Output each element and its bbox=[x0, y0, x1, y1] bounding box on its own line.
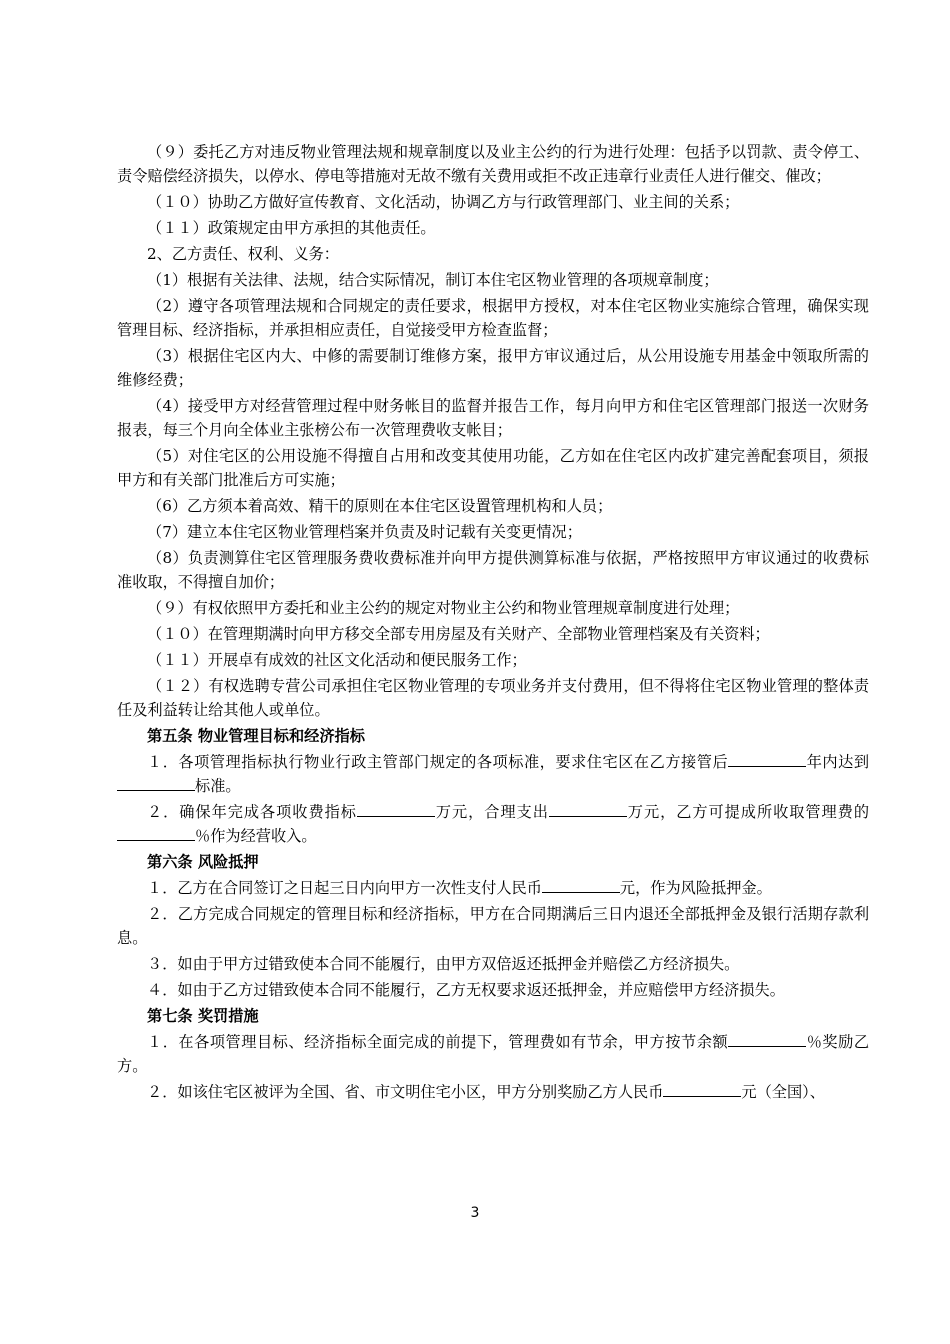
article-5-item-1-text-b: 年内达到 bbox=[806, 753, 870, 771]
article-7-title: 第七条 奖罚措施 bbox=[147, 1007, 259, 1025]
article-5-item-2 bbox=[117, 800, 869, 848]
article-7-item-1 bbox=[117, 1030, 869, 1078]
duty-item-8: （8）负责测算住宅区管理服务费收费标准并向甲方提供测算标准与依据，严格按照甲方审议通过的收费标准收取，不得擅自加价； bbox=[117, 549, 869, 591]
paragraph-10: （１０）协助乙方做好宣传教育、文化活动，协调乙方与行政管理部门、业主间的关系； bbox=[147, 193, 740, 211]
duty-item-11: （１１）开展卓有成效的社区文化活动和便民服务工作； bbox=[147, 651, 527, 669]
section-2-heading: 2、乙方责任、权利、义务： bbox=[147, 245, 339, 263]
article-5-item-2-text-b: 万元，合理支出 bbox=[434, 803, 549, 821]
duty-item-10: （１０）在管理期满时向甲方移交全部专用房屋及有关财产、全部物业管理档案及有关资料； bbox=[147, 625, 770, 643]
article-6-item-3: ３．如由于甲方过错致使本合同不能履行，由甲方双倍返还抵押金并赔偿乙方经济损失。 bbox=[147, 955, 740, 973]
duty-item-2: （2）遵守各项管理法规和合同规定的责任要求，根据甲方授权，对本住宅区物业实施综合管理，确保实现管理目标、经济指标，并承担相应责任，自觉接受甲方检查监督； bbox=[117, 297, 869, 339]
blank-field bbox=[357, 802, 435, 817]
article-6-item-4: ４．如由于乙方过错致使本合同不能履行，乙方无权要求返还抵押金，并应赔偿甲方经济损失。 bbox=[147, 981, 785, 999]
duty-item-3: （3）根据住宅区内大、中修的需要制订维修方案，报甲方审议通过后，从公用设施专用基金中领取所需的维修经费； bbox=[117, 347, 869, 389]
article-6-item-1 bbox=[117, 876, 869, 900]
duty-item-6: （6）乙方须本着高效、精干的原则在本住宅区设置管理机构和人员； bbox=[147, 497, 613, 515]
article-7-item-2-text-b: 元（全国）、 bbox=[741, 1083, 825, 1101]
article-5-item-2-text-a: ２．确保年完成各项收费指标 bbox=[147, 803, 357, 821]
duty-item-9: （９）有权依照甲方委托和业主公约的规定对物业主公约和物业管理规章制度进行处理； bbox=[147, 599, 740, 617]
blank-field bbox=[117, 826, 195, 841]
article-5-item-2-text-c: 万元，乙方可提成所收取管理费的 bbox=[626, 803, 870, 821]
article-5-item-2-text-d: ％作为经营收入。 bbox=[195, 827, 317, 845]
article-6-item-2: ２．乙方完成合同规定的管理目标和经济指标，甲方在合同期满后三日内退还全部抵押金及银行活期存款利息。 bbox=[117, 905, 869, 947]
page-number: 3 bbox=[470, 1205, 480, 1221]
article-6-title: 第六条 风险抵押 bbox=[147, 853, 259, 871]
blank-field bbox=[542, 878, 620, 893]
duty-item-7: （7）建立本住宅区物业管理档案并负责及时记载有关变更情况； bbox=[147, 523, 582, 541]
article-6-item-1-text-b: 元，作为风险抵押金。 bbox=[619, 879, 772, 897]
article-5-item-1 bbox=[117, 750, 869, 798]
paragraph-11: （１１）政策规定由甲方承担的其他责任。 bbox=[147, 219, 436, 237]
paragraph-9: （９）委托乙方对违反物业管理法规和规章制度以及业主公约的行为进行处理：包括予以罚款、责令停工、责令赔偿经济损失，以停水、停电等措施对无故不缴有关费用或拒不改正违章行业责任人进行催交、催改； bbox=[117, 143, 869, 185]
blank-field bbox=[549, 802, 627, 817]
article-6-item-1-text-a: １．乙方在合同签订之日起三日内向甲方一次性支付人民币 bbox=[147, 879, 542, 897]
document-body bbox=[117, 140, 869, 1106]
article-7-item-2-text-a: ２．如该住宅区被评为全国、省、市文明住宅小区，甲方分别奖励乙方人民币 bbox=[147, 1083, 664, 1101]
duty-item-12: （１２）有权选聘专营公司承担住宅区物业管理的专项业务并支付费用，但不得将住宅区物业管理的整体责任及利益转让给其他人或单位。 bbox=[117, 677, 869, 719]
article-7-item-1-text-a: １．在各项管理目标、经济指标全面完成的前提下，管理费如有节余，甲方按节余额 bbox=[147, 1033, 729, 1051]
blank-field bbox=[663, 1082, 741, 1097]
blank-field bbox=[728, 752, 806, 767]
article-5-item-1-text-a: １．各项管理指标执行物业行政主管部门规定的各项标准，要求住宅区在乙方接管后 bbox=[147, 753, 729, 771]
article-7-item-1-text-b: ％奖励乙方。 bbox=[117, 1033, 870, 1075]
article-7-item-2 bbox=[117, 1080, 869, 1104]
blank-field bbox=[728, 1032, 806, 1047]
duty-item-4: （4）接受甲方对经营管理过程中财务帐目的监督并报告工作，每月向甲方和住宅区管理部门报送一次财务报表，每三个月向全体业主张榜公布一次管理费收支帐目； bbox=[117, 397, 869, 439]
duty-item-1: （1）根据有关法律、法规，结合实际情况，制订本住宅区物业管理的各项规章制度； bbox=[147, 271, 719, 289]
article-5-item-1-text-c: 标准。 bbox=[195, 777, 241, 795]
duty-item-5: （5）对住宅区的公用设施不得擅自占用和改变其使用功能，乙方如在住宅区内改扩建完善配套项目，须报甲方和有关部门批准后方可实施； bbox=[117, 447, 869, 489]
blank-field bbox=[117, 776, 195, 791]
article-5-title: 第五条 物业管理目标和经济指标 bbox=[147, 727, 365, 745]
